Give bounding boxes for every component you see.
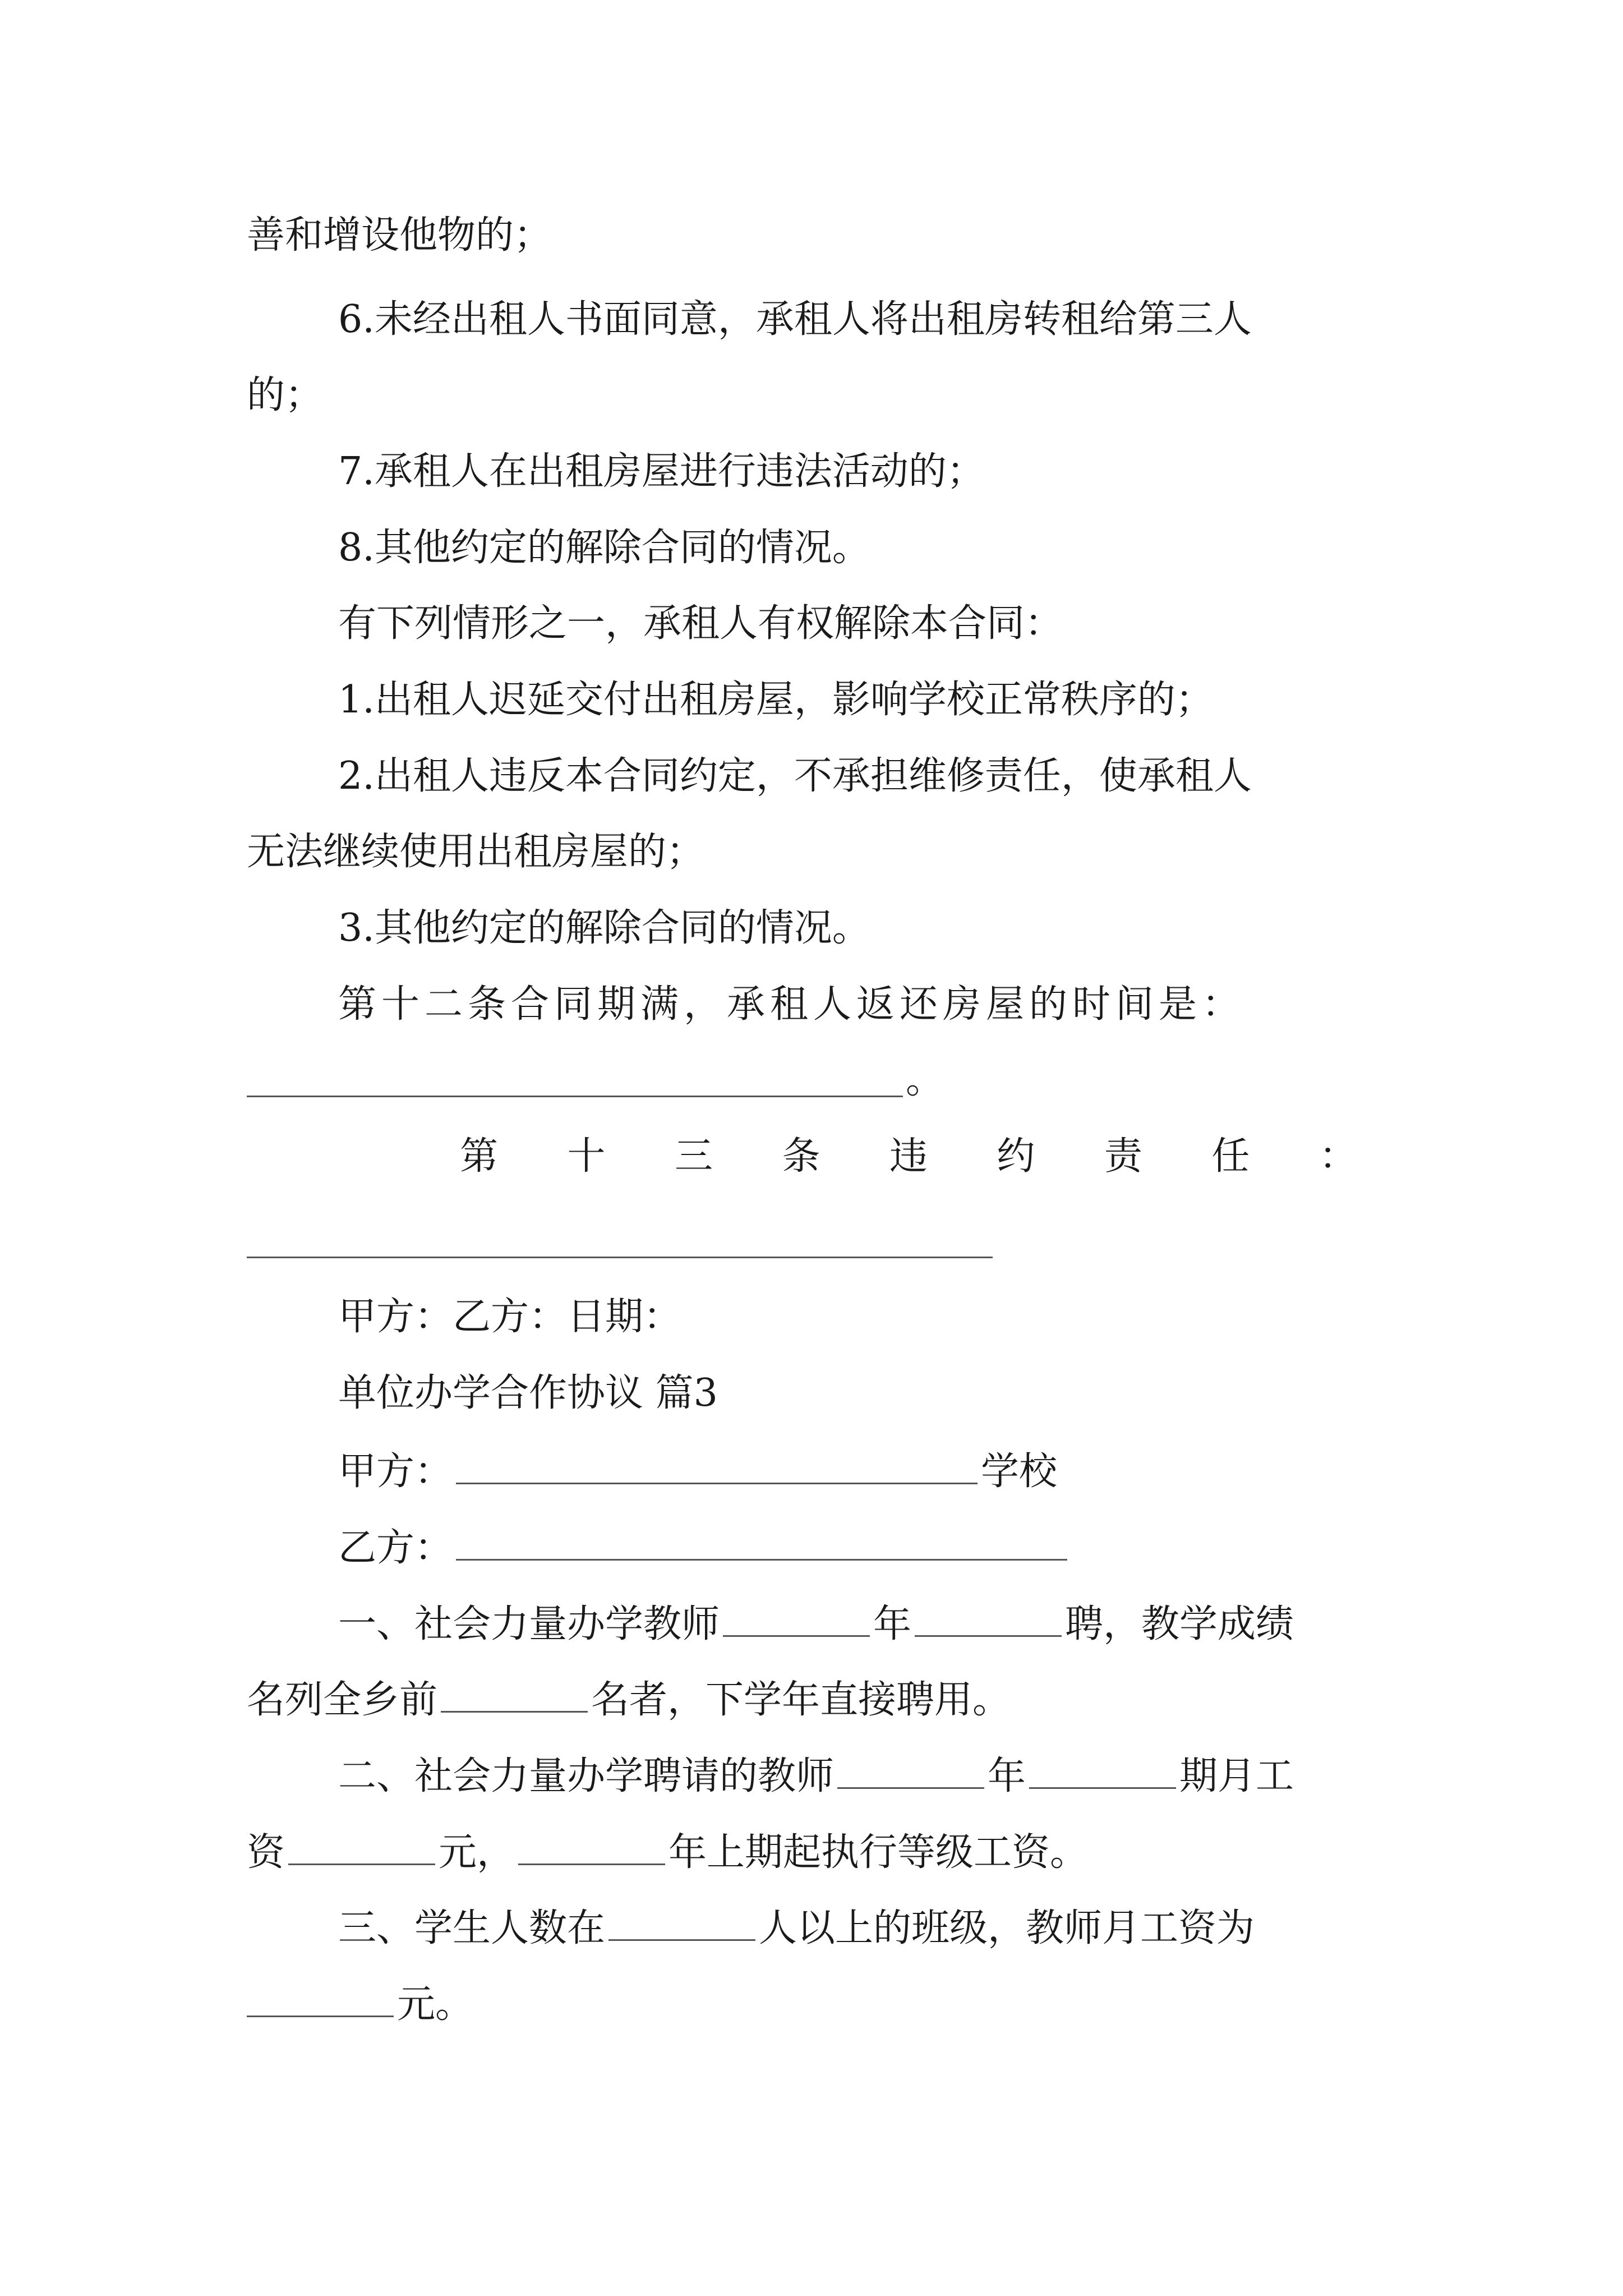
- text-segment: 二、社会力量办学聘请的教师: [338, 1754, 834, 1798]
- text-segment: 元。: [397, 1982, 474, 2027]
- text-line: 2.出租人违反本合同约定，不承担维修责任，使承租人: [338, 754, 1252, 798]
- heading-char: 条: [782, 1134, 820, 1179]
- fill-in-blank: [247, 1257, 993, 1258]
- fill-in-blank: [518, 1823, 665, 1865]
- fill-in-blank: [456, 1442, 978, 1484]
- text-segment: 年上期起执行等级工资。: [668, 1830, 1089, 1875]
- text-line: 有下列情形之一，承租人有权解除本合同：: [338, 601, 1063, 646]
- text-segment: 年: [873, 1602, 912, 1646]
- fill-in-blank: [456, 1519, 1067, 1561]
- clause-3-line: [338, 1899, 1385, 1955]
- fill-in-blank: [915, 1595, 1062, 1637]
- text-segment: 名者，下学年直接聘用。: [591, 1678, 1011, 1722]
- text-segment: 名列全乡前: [247, 1678, 438, 1722]
- heading-char: 第: [460, 1134, 499, 1179]
- section-title: 单位办学合作协议 篇3: [338, 1371, 718, 1415]
- party-b-line: [338, 1519, 1385, 1575]
- heading-char: 约: [997, 1134, 1035, 1179]
- clause-1-line: [338, 1595, 1385, 1651]
- clause-2-line-2: [247, 1823, 1385, 1880]
- text-segment: 三、学生人数在: [338, 1906, 606, 1950]
- text-line: 1.出租人迟延交付出租房屋，影响学校正常秩序的；: [338, 678, 1214, 722]
- text-line: 的；: [247, 373, 324, 417]
- fill-in-blank: [608, 1899, 755, 1941]
- fill-in-blank: [247, 1096, 903, 1097]
- heading-char: 十: [567, 1134, 606, 1179]
- text-line: 无法继续使用出租房屋的；: [247, 830, 705, 874]
- signature-line: 甲方：乙方：日期：: [338, 1295, 682, 1339]
- heading-char: 违: [889, 1134, 928, 1179]
- text-line: 善和增设他物的；: [247, 213, 552, 257]
- clause-1-line-2: [247, 1671, 1385, 1727]
- fill-in-blank: [723, 1595, 870, 1637]
- article-12-text: 第十二条合同期满，承租人返还房屋的时间是：: [338, 982, 1246, 1027]
- text-segment: 资: [247, 1830, 285, 1875]
- text-segment: 年: [988, 1754, 1026, 1798]
- party-a-label: 甲方：: [338, 1450, 453, 1494]
- fill-in-blank: [288, 1823, 435, 1865]
- text-segment: 一、社会力量办学教师: [338, 1602, 720, 1646]
- text-line: 6.未经出租人书面同意，承租人将出租房转租给第三人: [338, 297, 1252, 342]
- text-segment: 元，: [439, 1830, 515, 1875]
- text-line: 3.其他约定的解除合同的情况。: [338, 906, 870, 950]
- party-a-suffix: 学校: [981, 1450, 1058, 1494]
- text-segment: 人以上的班级，教师月工资为: [759, 1906, 1255, 1950]
- fill-in-blank: [837, 1747, 984, 1789]
- heading-char: ：: [1318, 1134, 1357, 1179]
- clause-3-line-2: [247, 1975, 1385, 2032]
- text-line: 。: [906, 1058, 944, 1102]
- fill-in-blank: [247, 1975, 394, 2017]
- text-segment: 期月工: [1179, 1754, 1294, 1798]
- fill-in-blank: [1029, 1747, 1176, 1789]
- heading-char: 三: [674, 1134, 713, 1179]
- clause-2-line: [338, 1747, 1385, 1803]
- article-13-heading: [460, 1130, 1357, 1184]
- fill-in-blank: [441, 1671, 588, 1713]
- text-line: 8.其他约定的解除合同的情况。: [338, 526, 870, 570]
- party-a-line: [338, 1442, 1385, 1499]
- text-line: 7.承租人在出租房屋进行违法活动的；: [338, 449, 985, 494]
- heading-char: 任: [1211, 1134, 1250, 1179]
- party-b-label: 乙方：: [338, 1526, 453, 1570]
- heading-char: 责: [1104, 1134, 1142, 1179]
- text-segment: 聘，教学成绩: [1065, 1602, 1294, 1646]
